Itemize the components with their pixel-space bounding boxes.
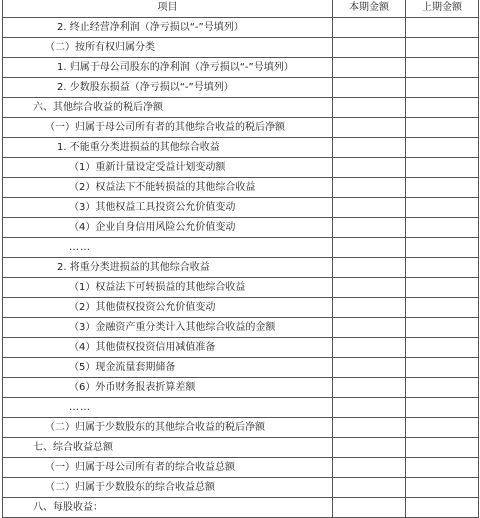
row-label: （二）按所有权归属分类 [3,38,333,58]
previous-amount-cell [406,258,479,278]
row-label: （3）金融资产重分类计入其他综合收益的金额 [3,318,333,338]
table-row [3,218,479,238]
previous-amount-cell [406,38,479,58]
row-label: （一）归属于母公司所有者的其他综合收益的税后净额 [3,118,333,138]
current-amount-cell [333,298,406,318]
current-amount-cell [333,478,406,498]
previous-amount-cell [406,78,479,98]
previous-amount-cell [406,238,479,258]
header-current-amount: 本期金额 [333,0,406,18]
current-amount-cell [333,458,406,478]
row-label: （二）归属于少数股东的综合收益总额 [3,478,333,498]
previous-amount-cell [406,278,479,298]
previous-amount-cell [406,418,479,438]
current-amount-cell [333,398,406,418]
income-statement-table [2,0,479,518]
table-row [3,98,479,118]
table-row [3,358,479,378]
header-row [3,0,479,18]
row-label: 七、综合收益总额 [3,438,333,458]
current-amount-cell [333,378,406,398]
previous-amount-cell [406,378,479,398]
current-amount-cell [333,38,406,58]
current-amount-cell [333,158,406,178]
table-row [3,318,479,338]
row-label: 2. 少数股东损益（净亏损以“-”号填列） [3,78,333,98]
current-amount-cell [333,338,406,358]
current-amount-cell [333,218,406,238]
previous-amount-cell [406,18,479,38]
header-item: 项目 [3,0,333,18]
table-row [3,378,479,398]
row-label: …… [3,398,333,418]
current-amount-cell [333,258,406,278]
previous-amount-cell [406,358,479,378]
table-row [3,78,479,98]
row-label: （4）其他债权投资信用减值准备 [3,338,333,358]
table-row [3,478,479,498]
row-label: …… [3,238,333,258]
table-row [3,178,479,198]
table-row [3,18,479,38]
table-row [3,258,479,278]
row-label: （2）权益法下不能转损益的其他综合收益 [3,178,333,198]
current-amount-cell [333,78,406,98]
row-label: （1）权益法下可转损益的其他综合收益 [3,278,333,298]
table-row [3,398,479,418]
table-row [3,498,479,518]
current-amount-cell [333,178,406,198]
previous-amount-cell [406,338,479,358]
table-row [3,298,479,318]
current-amount-cell [333,238,406,258]
row-label: （3）其他权益工具投资公允价值变动 [3,198,333,218]
previous-amount-cell [406,178,479,198]
current-amount-cell [333,418,406,438]
current-amount-cell [333,278,406,298]
current-amount-cell [333,18,406,38]
current-amount-cell [333,118,406,138]
table-row [3,238,479,258]
table-row [3,418,479,438]
previous-amount-cell [406,438,479,458]
current-amount-cell [333,438,406,458]
table-row [3,278,479,298]
table-row [3,58,479,78]
row-label: （一）归属于母公司所有者的综合收益总额 [3,458,333,478]
row-label: （二）归属于少数股东的其他综合收益的税后净额 [3,418,333,438]
row-label: 2. 终止经营净利润（净亏损以“-”号填列） [3,18,333,38]
previous-amount-cell [406,158,479,178]
table-row [3,38,479,58]
table-row [3,338,479,358]
table-row [3,198,479,218]
table-row [3,458,479,478]
current-amount-cell [333,498,406,518]
current-amount-cell [333,58,406,78]
current-amount-cell [333,98,406,118]
previous-amount-cell [406,498,479,518]
previous-amount-cell [406,298,479,318]
row-label: （1）重新计量设定受益计划变动额 [3,158,333,178]
row-label: 1. 归属于母公司股东的净利润（净亏损以“-”号填列） [3,58,333,78]
current-amount-cell [333,138,406,158]
current-amount-cell [333,318,406,338]
table-row [3,158,479,178]
previous-amount-cell [406,218,479,238]
row-label: 2. 将重分类进损益的其他综合收益 [3,258,333,278]
row-label: 六、其他综合收益的税后净额 [3,98,333,118]
previous-amount-cell [406,478,479,498]
previous-amount-cell [406,198,479,218]
previous-amount-cell [406,458,479,478]
table-row [3,138,479,158]
row-label: （4）企业自身信用风险公允价值变动 [3,218,333,238]
row-label: 1. 不能重分类进损益的其他综合收益 [3,138,333,158]
previous-amount-cell [406,118,479,138]
row-label: 八、每股收益： [3,498,333,518]
row-label: （6）外币财务报表折算差额 [3,378,333,398]
current-amount-cell [333,358,406,378]
previous-amount-cell [406,58,479,78]
header-previous-amount: 上期金额 [406,0,479,18]
previous-amount-cell [406,318,479,338]
table-row [3,438,479,458]
current-amount-cell [333,198,406,218]
row-label: （2）其他债权投资公允价值变动 [3,298,333,318]
previous-amount-cell [406,398,479,418]
previous-amount-cell [406,138,479,158]
previous-amount-cell [406,98,479,118]
table-row [3,118,479,138]
row-label: （5）现金流量套期储备 [3,358,333,378]
statement-rows [3,18,479,518]
